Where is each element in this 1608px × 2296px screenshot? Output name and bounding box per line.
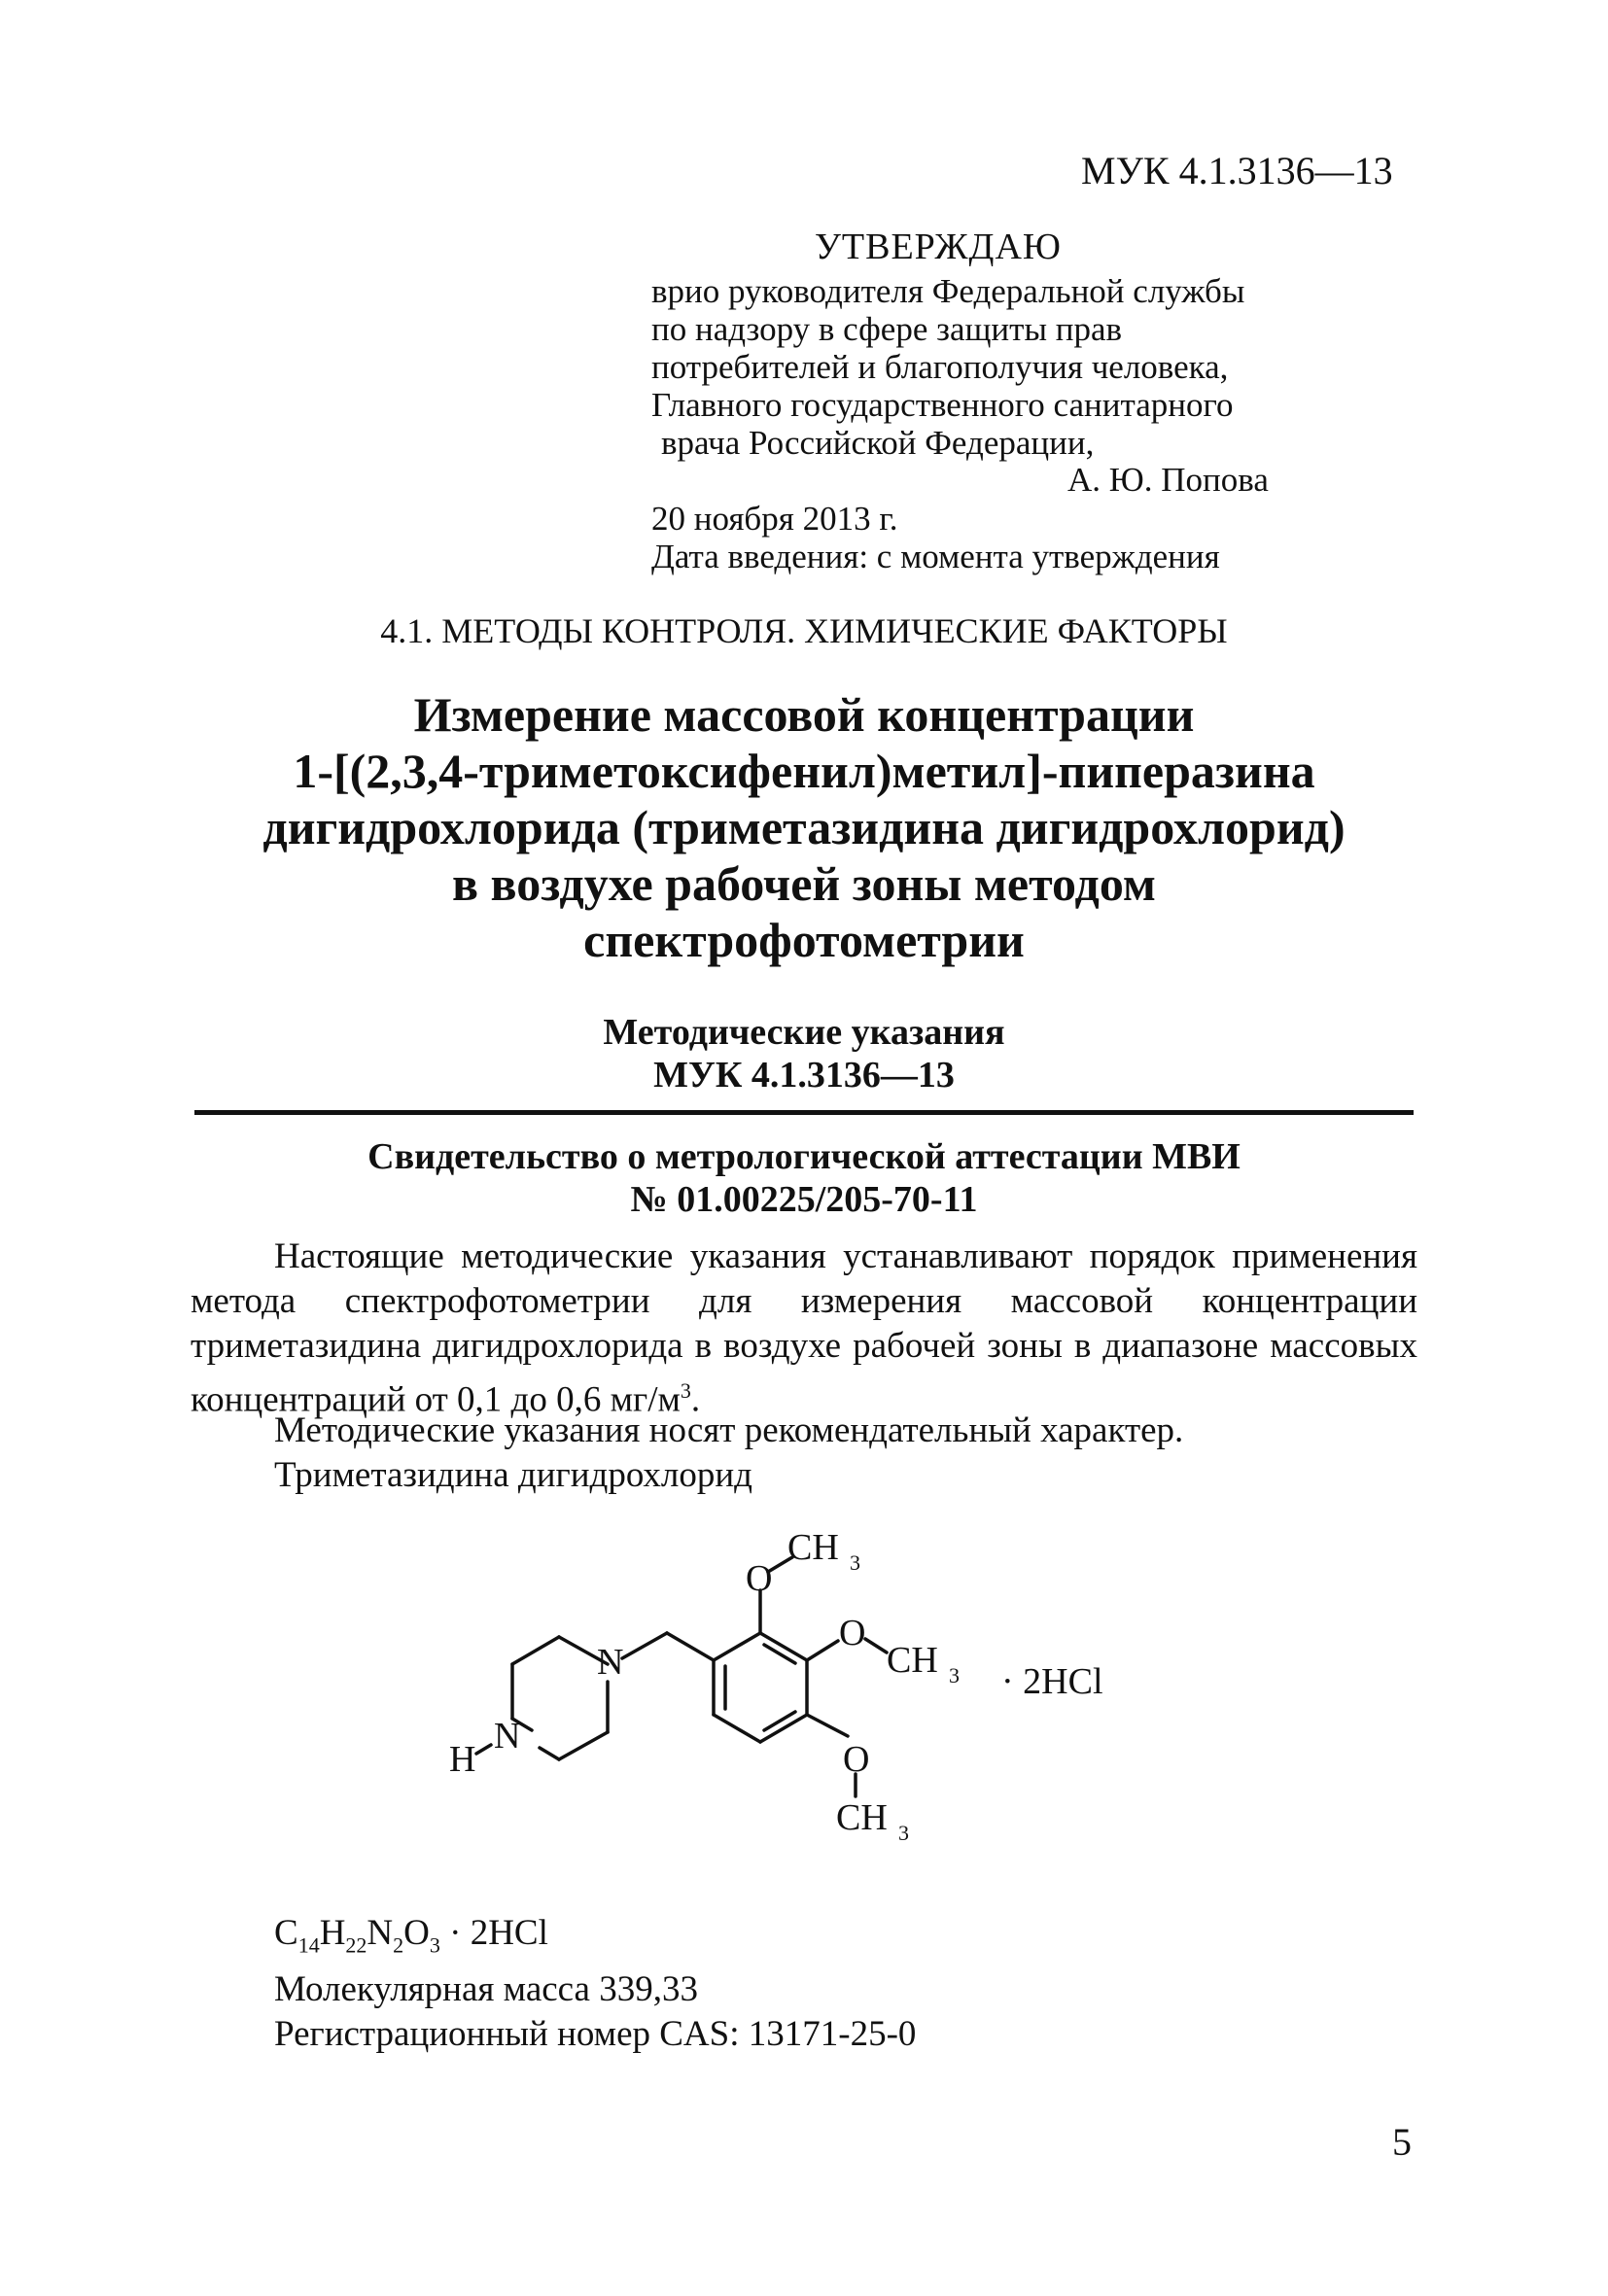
effective-date: Дата введения: с момента утверждения [651,538,1220,575]
molecular-formula: $C_{14}H_{22}N_2O_3 \cdot 2HCl$ [274,1913,548,1958]
approval-line: врио руководителя Федеральной службы [651,272,1245,310]
double-bond [764,1645,795,1663]
certificate-number: № 01.00225/205-70-11 [630,1179,978,1220]
title-line: Измерение массовой концентрации [413,687,1195,742]
methoxy-bond [807,1641,838,1660]
recommendation-note: Методические указания носят рекомендательный характер. [274,1410,1184,1450]
oxygen-label: O [839,1613,866,1653]
document-code: МУК 4.1.3136—13 [1081,149,1393,192]
oxygen-label: O [746,1558,773,1599]
approval-date: 20 ноября 2013 г. [651,500,898,538]
salt-label: · 2HCl [1001,1661,1103,1702]
oxygen-label: O [843,1739,870,1780]
compound-properties [274,1911,916,2057]
section-heading: 4.1. МЕТОДЫ КОНТРОЛЯ. ХИМИЧЕСКИЕ ФАКТОРЫ [380,611,1228,650]
subscript-label: 3 [850,1550,860,1575]
document-title [117,686,1491,968]
title-line: в воздухе рабочей зоны методом [452,856,1156,911]
intro-text: Настоящие методические указания устанавливают порядок применения метода спектрофотометрии для измерения массовой концентрации триметазидина дигидрохлорида в воздухе рабочей зоны в диапазоне массовых концентраций от 0,1 до 0,6 мг/м [191,1236,1417,1420]
methyl-label: CH [836,1797,888,1838]
compound-name: Триметазидина дигидрохлорид [274,1455,752,1495]
approval-title: УТВЕРЖДАЮ [815,226,1062,267]
methoxy-bond [865,1639,887,1652]
unit-superscript: 3 [680,1378,691,1403]
benzene-bond [714,1633,760,1660]
molar-mass: Молекулярная масса 339,33 [274,1969,698,2010]
ring-bond [559,1732,608,1759]
ring-bond [512,1637,559,1664]
methyl-label: CH [787,1527,839,1568]
approval-line: врача Российской Федерации, [661,424,1095,462]
intro-text-end: . [690,1379,701,1420]
ring-bond [540,1748,559,1759]
structure-diagram [428,1516,1225,1857]
approval-line: по надзору в сфере защиты прав [651,310,1123,348]
title-line: 1-[(2,3,4-триметоксифенил)метил]-пиперазина [293,744,1315,798]
double-bond [764,1712,795,1730]
approval-signatory: А. Ю. Попова [1067,461,1269,499]
subtitle-code: МУК 4.1.3136—13 [653,1055,955,1096]
subscript-label: 3 [898,1821,909,1845]
certificate-line: Свидетельство о метрологической аттестации МВИ [367,1136,1241,1177]
intro-paragraph [191,1235,1417,1422]
approval-line: Главного государственного санитарного [651,386,1234,424]
hydrogen-label: H [449,1739,476,1780]
approval-line: потребителей и благополучия человека, [651,348,1229,386]
cas-number: Регистрационный номер CAS: 13171-25-0 [274,2014,917,2055]
subscript-label: 3 [949,1663,960,1687]
ch2-bond [622,1633,667,1658]
title-line: дигидрохлорида (триметазидина дигидрохлорид) [262,800,1346,854]
nitrogen-label: N [494,1716,521,1757]
methyl-label: CH [887,1640,938,1681]
title-line: спектрофотометрии [583,913,1025,967]
horizontal-rule [194,1110,1414,1115]
ch2-bond [667,1633,714,1660]
nitrogen-label: N [597,1642,624,1683]
subtitle-kind: Методические указания [603,1012,1005,1053]
methoxy-bond [807,1715,848,1736]
page-number: 5 [1392,2120,1412,2164]
nh-bond [476,1745,491,1754]
benzene-bond [714,1715,760,1742]
